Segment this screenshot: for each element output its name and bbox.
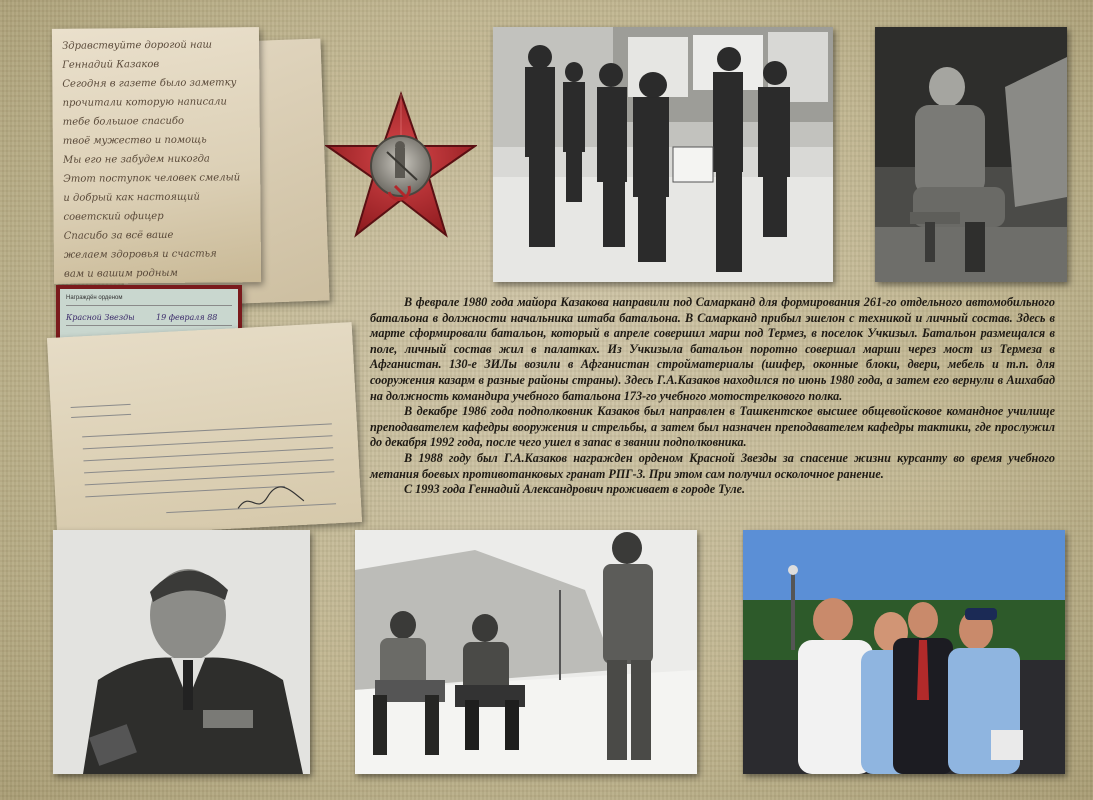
biography-paragraph-3: В 1988 году был Г.А.Казаков награжден орденом Красной Звезды за спасение жизни курсанту во время учебного метания боевых противотанковых гранат РПГ-3. При этом сам получил осколочное ранение. [370, 450, 1055, 481]
photo-officers-group [493, 27, 833, 282]
award-book-header: Награждён орденом [66, 295, 123, 301]
photo-seated-soldier [875, 27, 1067, 282]
typed-document-telegram [47, 322, 362, 538]
photo-veterans-meeting [743, 530, 1065, 774]
photo-officer-portrait [53, 530, 310, 774]
biography-paragraph-4: С 1993 года Геннадий Александрович проживает в городе Туле. [404, 482, 746, 497]
order-of-red-star-medal [325, 90, 477, 240]
handwritten-letter: Здравствуйте дорогой наш Геннадий Казаков Сегодня в газете было заметку прочитали которую написали тебе большое спасибо твоё мужество и помощь Мы его не забудем никогда Этот поступок человек смелый и добрый как настоящий советский офицер Спасибо за всё ваше желаем здоровья и счастья вам и вашим родным [52, 27, 261, 284]
biography-paragraph-2: В декабре 1986 года подполковник Казаков был направлен в Ташкентское высшее общевойсковое командное училище преподавателем кафедры вооружения и стрельбы, а затем был назначен преподавателем кафедры тактики, где прослужил до декабря 1992 года, после чего ушел в запас в звании подполковника. [370, 404, 1055, 450]
biography-paragraph-1: В феврале 1980 года майора Казакова направили под Самарканд для формирования 261-го отдельного автомобильного батальона в должности начальника штаба батальона. В Самарканд прибыл эшелон с техникой и личный состав. Здесь в марте сформировали батальон, который в апреле совершил марш под Термез, в поселок Учкизыл. Батальон размещался в поле, личный состав жил в палатках. Из Учкизыла батальон поротно совершал марши через мост из Термеза в Афганистан. 130-е ЗИЛы возили в Афганистан стройматериалы (шифер, оконные блоки, двери, мебель и т.п. для сооружения казарм в разные районы страны). Здесь Г.А.Казаков находился по июнь 1980 года, а затем его вернули в Ашхабад на должность командира учебного батальона 173-го учебного мотострелкового полка. [370, 295, 1055, 403]
photo-soldiers-in-trench [355, 530, 697, 774]
award-book-handwritten-entry: Красной Звезды [66, 313, 135, 322]
biography-text-block [370, 295, 1055, 498]
document-signature [235, 485, 306, 515]
award-book-date: 19 февраля 88 [156, 313, 218, 322]
